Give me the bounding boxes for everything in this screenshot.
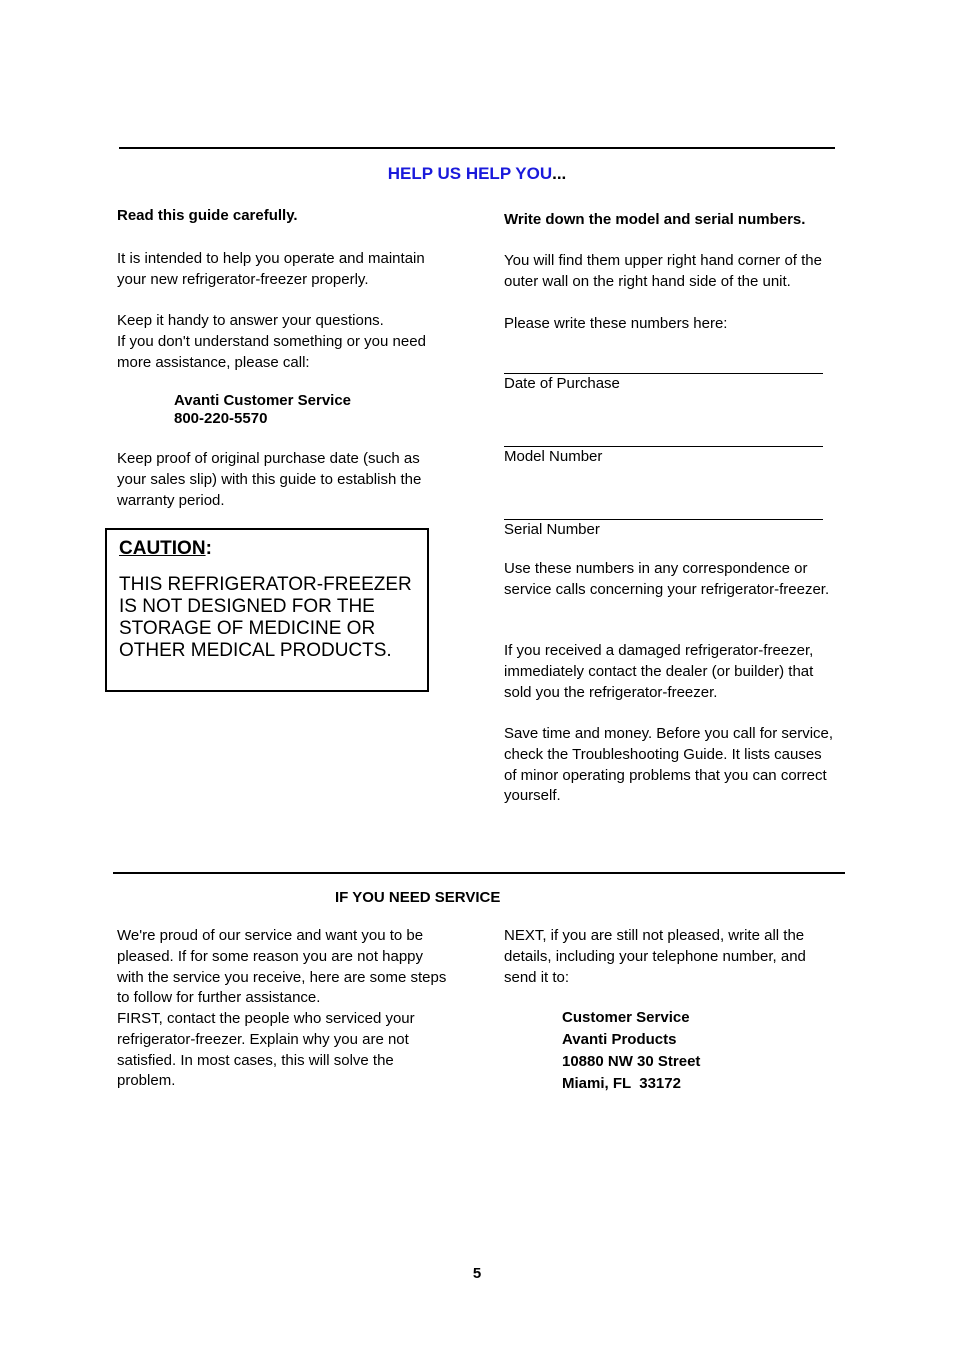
- contact-phone: 800-220-5570: [174, 410, 268, 427]
- caution-heading: [119, 537, 212, 561]
- model-number-label: Model Number: [504, 448, 603, 465]
- date-of-purchase-label: Date of Purchase: [504, 375, 620, 392]
- caution-body: THIS REFRIGERATOR-FREEZER IS NOT DESIGNED FOR THE STORAGE OF MEDICINE OR OTHER MEDICAL PRODUCTS.: [119, 574, 412, 661]
- caution-colon: :: [205, 538, 212, 559]
- help-title-text: HELP US HELP YOU: [387, 164, 553, 183]
- top-divider: [119, 147, 835, 149]
- section-title-help: [0, 164, 954, 184]
- write-numbers-line: Please write these numbers here:: [504, 315, 728, 332]
- troubleshooting-paragraph: Save time and money. Before you call for service, check the Troubleshooting Guide. It lists causes of minor operating problems that you can correct yourself.: [504, 725, 834, 805]
- caution-label: CAUTION: [119, 538, 206, 559]
- help-title-suffix: ...: [552, 164, 567, 183]
- assistance-paragraph: If you don't understand something or you need more assistance, please call:: [117, 333, 426, 371]
- proof-paragraph: Keep proof of original purchase date (such as your sales slip) with this guide to establish the warranty period.: [117, 450, 422, 509]
- keep-handy-line: Keep it handy to answer your questions.: [117, 312, 384, 329]
- caution-box: [105, 528, 429, 692]
- service-intro-paragraph: We're proud of our service and want you to be pleased. If for some reason you are not happy with the service you receive, here are some steps to follow for further assistance.: [117, 927, 447, 1007]
- location-paragraph: You will find them upper right hand corner of the outer wall on the right hand side of the unit.: [504, 252, 822, 290]
- address-line: Customer Service: [562, 1009, 690, 1026]
- address-line: Miami, FL 33172: [562, 1075, 681, 1092]
- read-guide-heading: Read this guide carefully.: [117, 207, 298, 224]
- address-line: 10880 NW 30 Street: [562, 1053, 701, 1070]
- correspondence-paragraph: Use these numbers in any correspondence or service calls concerning your refrigerator-freezer.: [504, 560, 830, 598]
- contact-name: Avanti Customer Service: [174, 392, 352, 409]
- service-next-paragraph: NEXT, if you are still not pleased, write all the details, including your telephone number, and send it to:: [504, 927, 806, 986]
- serial-number-label: Serial Number: [504, 521, 600, 538]
- damaged-paragraph: If you received a damaged refrigerator-freezer, immediately contact the dealer (or builder) that sold you the refrigerator-freezer.: [504, 642, 814, 701]
- service-divider: [113, 872, 845, 874]
- page-number: 5: [472, 1265, 482, 1282]
- service-first-paragraph: FIRST, contact the people who serviced your refrigerator-freezer. Explain why you are not satisfied. In most cases, this will solve the problem.: [117, 1010, 415, 1090]
- service-address: [562, 1007, 700, 1095]
- intro-paragraph: It is intended to help you operate and maintain your new refrigerator-freezer properly.: [117, 250, 425, 288]
- serial-heading: Write down the model and serial numbers.: [504, 211, 806, 228]
- section-title-service: IF YOU NEED SERVICE: [335, 889, 501, 906]
- address-line: Avanti Products: [562, 1031, 677, 1048]
